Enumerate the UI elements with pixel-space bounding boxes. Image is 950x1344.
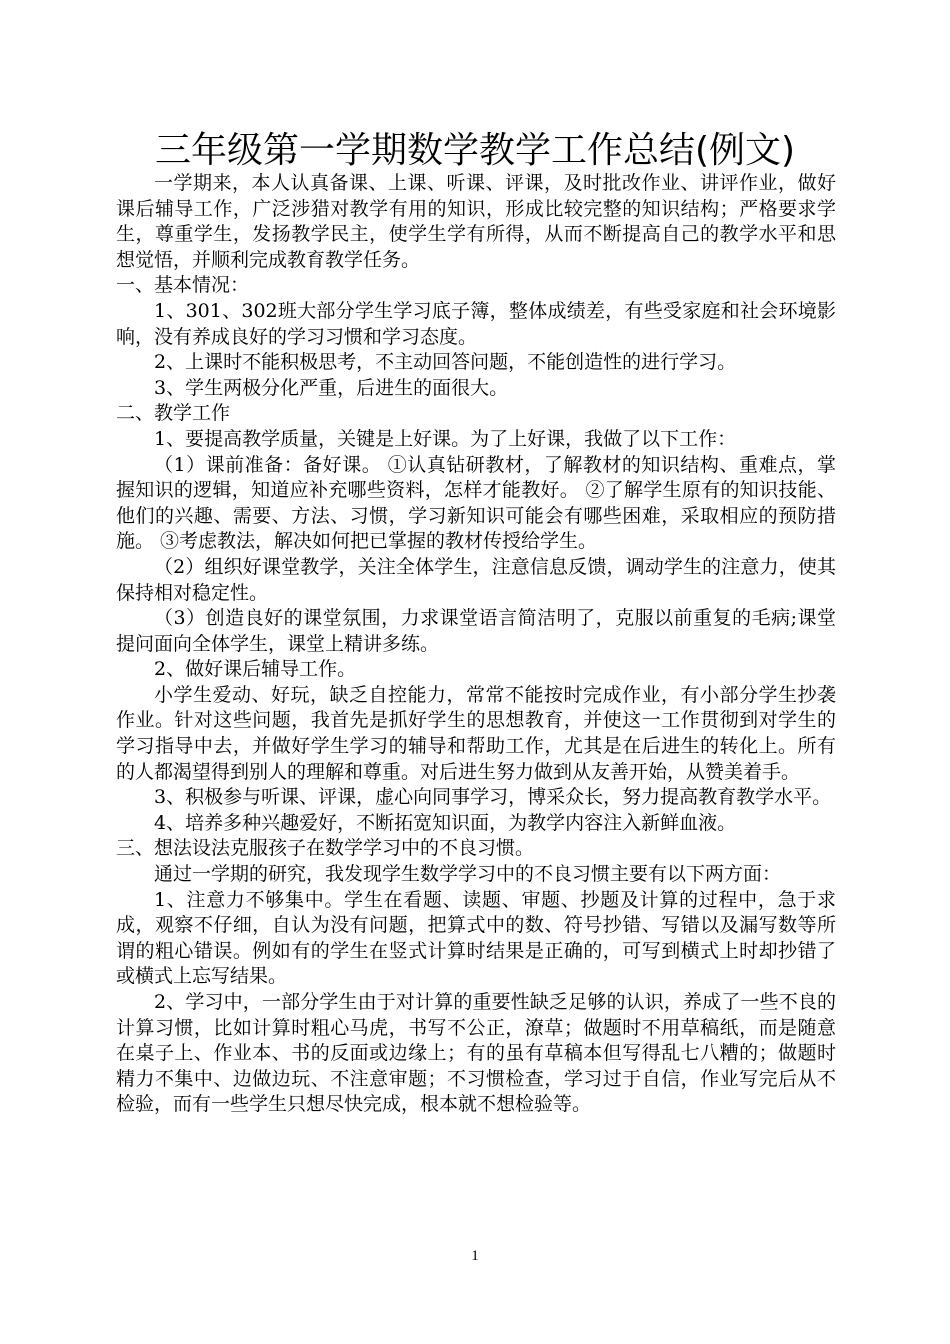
teaching-subitem-3: （3）创造良好的课堂氛围，力求课堂语言简洁明了，克服以前重复的毛病;课堂提问面向全体学生，课堂上精讲多练。: [116, 607, 836, 655]
habits-item-1: 1、注意力不够集中。学生在看题、读题、审题、抄题及计算的过程中，急于求成，观察不仔细，自认为没有问题，把算式中的数、符号抄错、写错以及漏写数等所谓的粗心错误。例如有的学生在竖式计算时结果是正确的，可写到横式上时却抄错了或横式上忘写结果。: [116, 888, 836, 988]
teaching-item-1: 1、要提高教学质量，关键是上好课。为了上好课，我做了以下工作：: [154, 427, 737, 450]
section-heading-habits: 三、想法设法克服孩子在数学学习中的不良习惯。: [116, 837, 535, 860]
teaching-item-2: 2、做好课后辅导工作。: [154, 658, 357, 681]
tutoring-paragraph: 小学生爱动、好玩，缺乏自控能力，常常不能按时完成作业，有小部分学生抄袭作业。针对这些问题，我首先是抓好学生的思想教育，并使这一工作贯彻到对学生的学习指导中去，并做好学生学习的辅导和帮助工作，尤其是在后进生的转化上。所有的人都渴望得到别人的理解和尊重。对后进生努力做到从友善开始，从赞美着手。: [116, 683, 836, 783]
basic-item-1: 1、301、302班大部分学生学习底子簿，整体成绩差，有些受家庭和社会环境影响，没有养成良好的学习习惯和学习态度。: [116, 299, 836, 348]
basic-item-3: 3、学生两极分化严重，后进生的面很大。: [154, 376, 509, 399]
basic-item-2: 2、上课时不能积极思考，不主动回答问题，不能创造性的进行学习。: [154, 351, 737, 374]
page-number: 1: [471, 1248, 479, 1264]
habits-item-2: 2、学习中，一部分学生由于对计算的重要性缺乏足够的认识，养成了一些不良的计算习惯，比如计算时粗心马虎，书写不公正，潦草；做题时不用草稿纸，而是随意在桌子上、作业本、书的反面或边缘上；有的虽有草稿本但写得乱七八糟的；做题时精力不集中、边做边玩、不注意审题；不习惯检查，学习过于自信，作业写完后从不检验，而有一些学生只想尽快完成，根本就不想检验等。: [116, 991, 836, 1116]
section-heading-teaching: 二、教学工作: [116, 402, 231, 425]
habits-intro: 通过一学期的研究，我发现学生数学学习中的不良习惯主要有以下两方面：: [154, 863, 782, 886]
teaching-subitem-1: （1）课前准备：备好课。 ①认真钻研教材，了解教材的知识结构、重难点，掌握知识的逻辑，知道应补充哪些资料，怎样才能教好。 ②了解学生原有的知识技能、他们的兴趣、需要、方法、习惯，学习新知识可能会有哪些困难，采取相应的预防措施。 ③考虑教法，解决如何把已掌握的教材传授给学生。: [116, 453, 836, 553]
document-body: [116, 171, 836, 1118]
intro-paragraph: 一学期来，本人认真备课、上课、听课、评课，及时批改作业、讲评作业，做好课后辅导工作，广泛涉猎对教学有用的知识，形成比较完整的知识结构；严格要求学生，尊重学生，发扬教学民主，使学生学有所得，从而不断提高自己的教学水平和思想觉悟，并顺利完成教育教学任务。: [116, 172, 836, 271]
teaching-item-3: 3、积极参与听课、评课，虚心向同事学习，博采众长，努力提高教育教学水平。: [154, 786, 832, 809]
teaching-subitem-2: （2）组织好课堂教学，关注全体学生，注意信息反馈，调动学生的注意力，使其保持相对稳定性。: [116, 555, 836, 604]
document-title: 三年级第一学期数学教学工作总结(例文): [154, 130, 796, 171]
section-heading-basic: 一、基本情况：: [116, 274, 250, 297]
teaching-item-4: 4、培养多种兴趣爱好，不断拓宽知识面，为教学内容注入新鲜血液。: [154, 811, 737, 834]
